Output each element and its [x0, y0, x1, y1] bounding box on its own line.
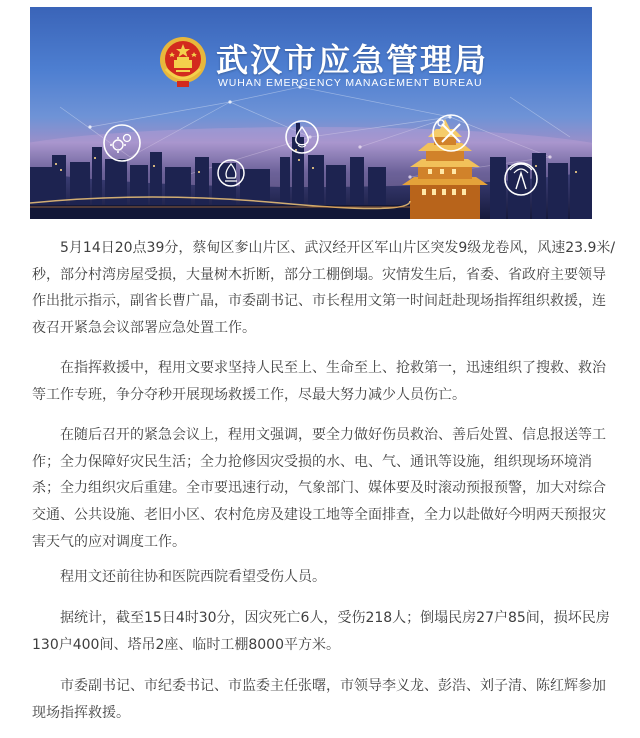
- paragraph: [60, 564, 588, 591]
- paragraph: [32, 235, 616, 342]
- paragraph-line: 现场指挥救援。: [32, 704, 130, 721]
- paragraph: [32, 673, 606, 726]
- header-banner: [30, 7, 592, 219]
- paragraph-line: 据统计，截至15日4时30分，因灾死亡6人，受伤218人；倒塌民房27户85间，损坏民房: [60, 610, 610, 626]
- paragraph-line: 在指挥救援中，程用文要求坚持人民至上、生命至上、抢救第一，迅速组织了搜救、救治: [60, 360, 606, 376]
- paragraph-line: 等工作专班，争分夺秒开展现场救援工作，尽最大努力减少人员伤亡。: [32, 386, 466, 403]
- paragraph-line: 市委副书记、市纪委书记、市监委主任张曙，市领导李义龙、彭浩、刘子清、陈红辉参加: [60, 678, 606, 694]
- paragraph-line: 作；全力保障好灾民生活；全力抢修因灾受损的水、电、气、通讯等设施，组织现场环境消: [32, 453, 592, 470]
- paragraph: [32, 422, 606, 556]
- paragraph-line: 交通、公共设施、老旧小区、农村危房及建设工地等全面排查，全力以赴做好今明两天预报灾: [32, 507, 606, 524]
- paragraph-line: 作出批示指示，副省长曹广晶，市委副书记、市长程用文第一时间赶赴现场指挥组织救援，连: [32, 293, 606, 310]
- paragraph: [32, 605, 610, 658]
- paragraph-line: 在随后召开的紧急会议上，程用文强调，要全力做好伤员救治、善后处置、信息报送等工: [60, 427, 606, 443]
- paragraph-line: 程用文还前往协和医院西院看望受伤人员。: [60, 569, 326, 585]
- paragraph-line: 夜召开紧急会议部署应急处置工作。: [32, 320, 256, 337]
- paragraph-line: 5月14日20点39分，蔡甸区奓山片区、武汉经开区军山片区突发9级龙卷风，风速23.9米/: [60, 240, 616, 256]
- bureau-subtitle: WUHAN EMERGENCY MANAGEMENT BUREAU: [218, 77, 483, 89]
- paragraph: [32, 355, 606, 408]
- national-emblem-logo: [158, 35, 208, 89]
- paragraph-line: 害天气的应对调度工作。: [32, 533, 186, 550]
- bureau-title: 武汉市应急管理局: [216, 41, 489, 79]
- paragraph-line: 秒，部分村湾房屋受损，大量树木折断，部分工棚倒塌。灾情发生后，省委、省政府主要领导: [32, 266, 606, 283]
- paragraph-line: 130户400间、塔吊2座、临时工棚8000平方米。: [32, 636, 340, 653]
- paragraph-line: 杀；全力组织灾后重建。全市要迅速行动，气象部门、媒体要及时滚动预报预警，加大对综合: [32, 480, 606, 497]
